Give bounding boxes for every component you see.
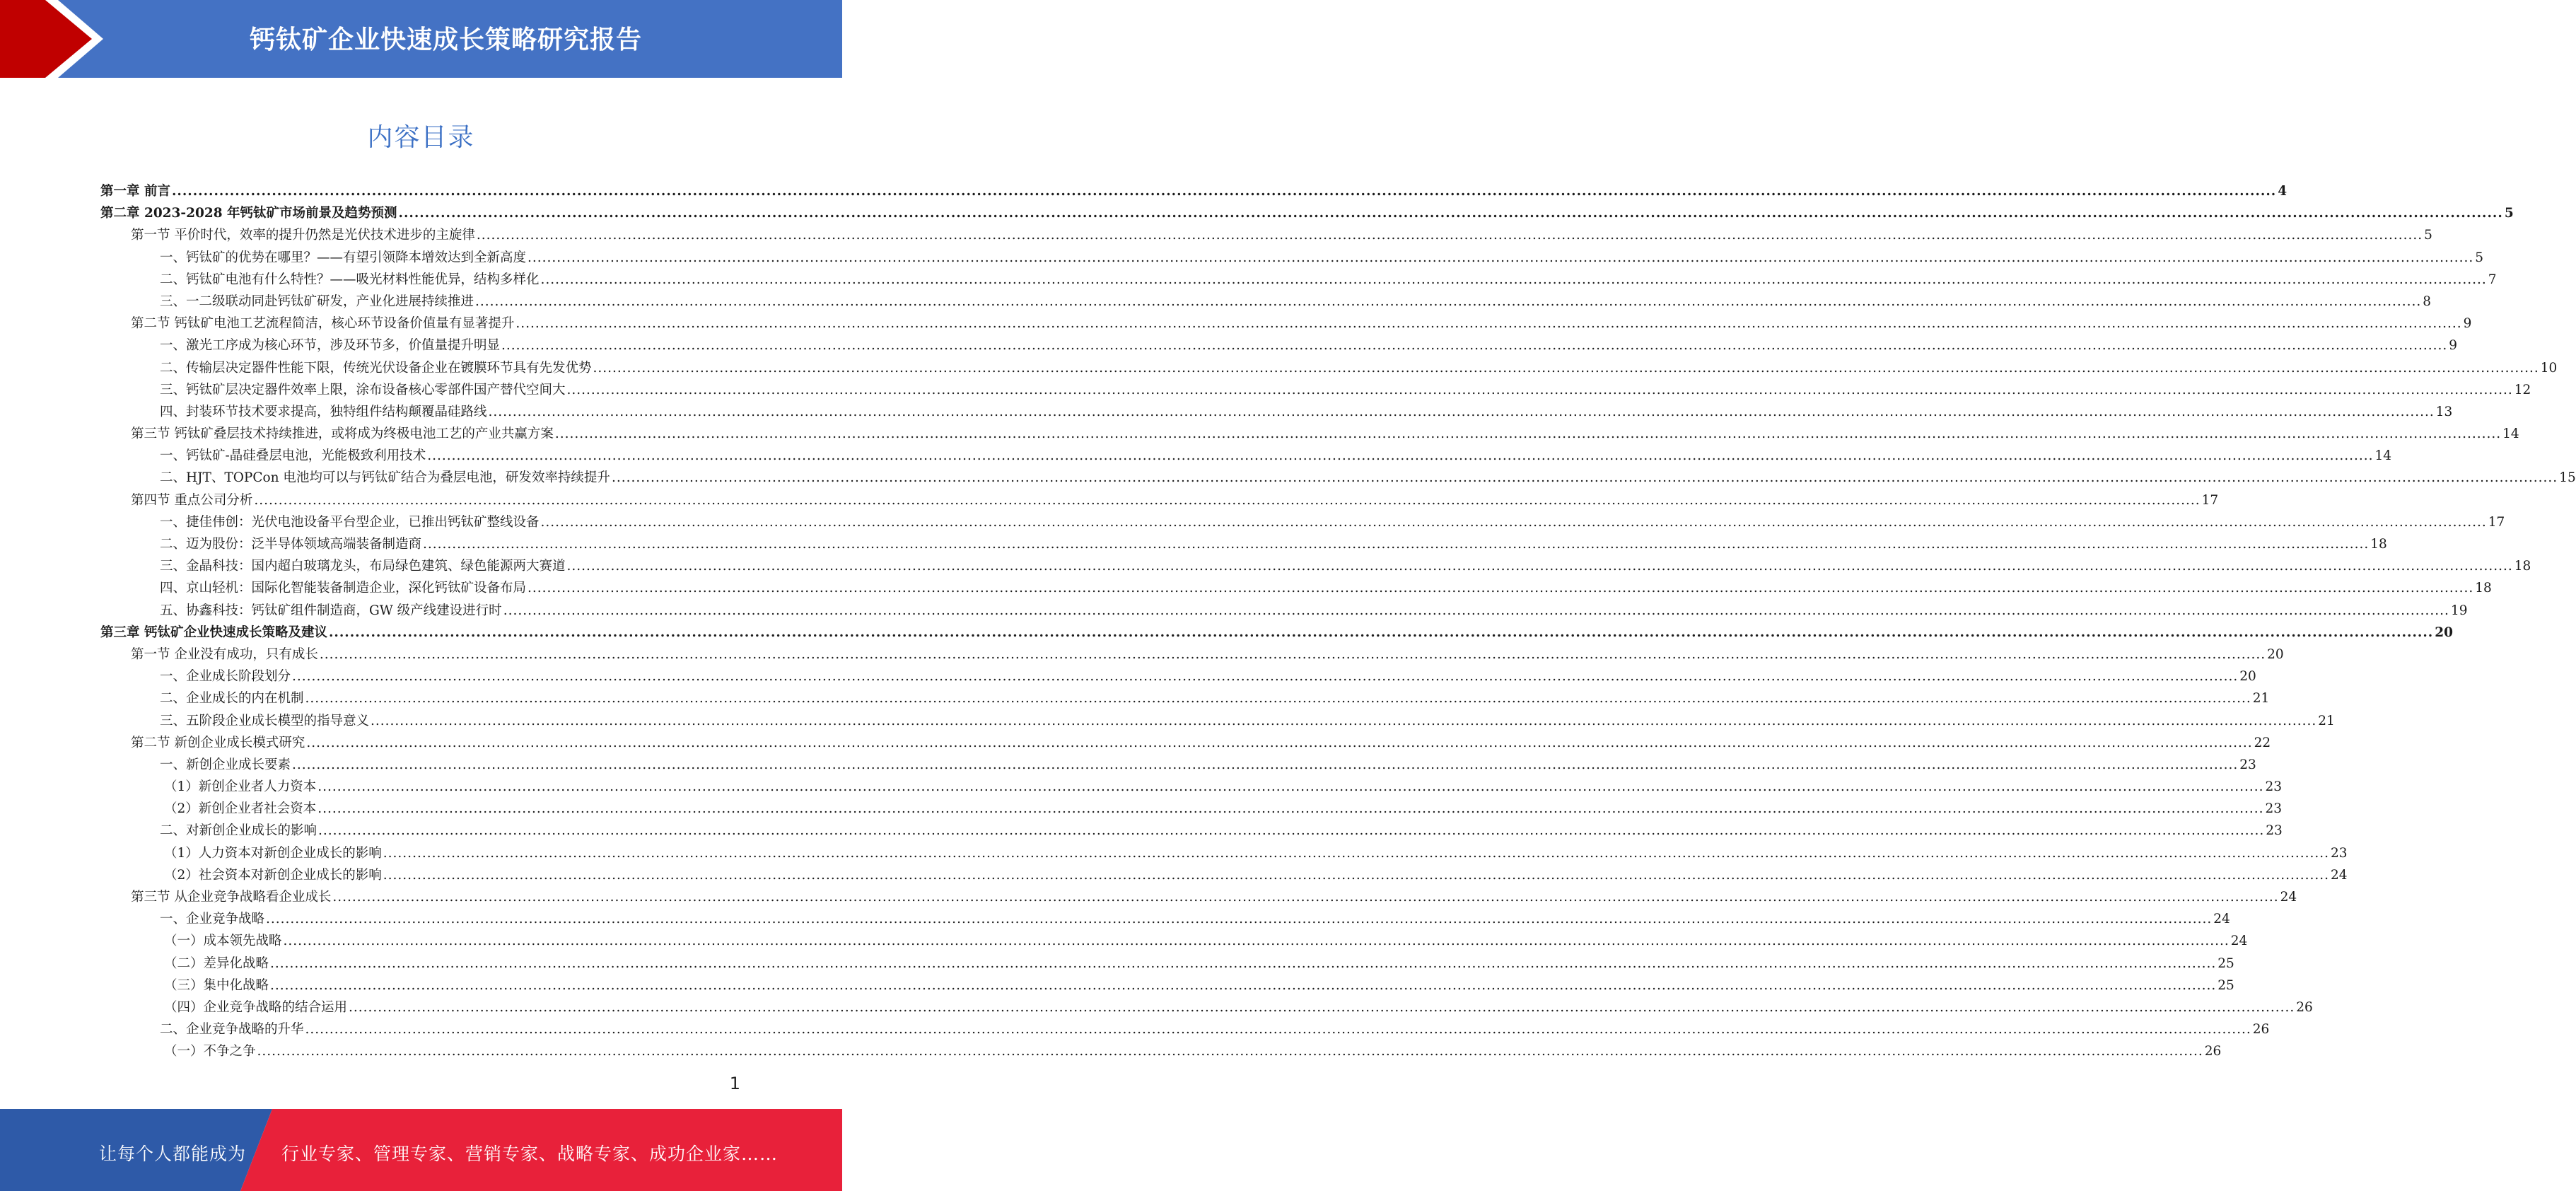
- toc-entry[interactable]: [100, 930, 2248, 952]
- toc-entry-label: 二、传输层决定器件性能下限，传统光伏设备企业在镀膜环节具有先发优势: [160, 360, 592, 376]
- toc-entry-page: 21: [2318, 713, 2335, 728]
- toc-entry[interactable]: [100, 291, 2432, 313]
- toc-entry[interactable]: [100, 622, 2453, 644]
- toc-entry-label: 三、钙钛矿层决定器件效率上限，涂布设备核心零部件国产替代空间大: [160, 382, 566, 397]
- footer-banner: [0, 1109, 842, 1191]
- toc-leader-dots: ................................................................................................................................................................................................................................................................................................................................................................................................................: [540, 514, 2487, 530]
- footer-slogan-left: 让每个人都能成为: [99, 1144, 247, 1164]
- toc-entry-label: 第四节 重点公司分析: [131, 492, 253, 508]
- toc-entry-label: 二、HJT、TOPCon 电池均可以与钙钛矿结合为叠层电池，研发效率持续提升: [160, 470, 610, 486]
- toc-leader-dots: ................................................................................................................................................................................................................................................................................................................................................................................................................: [266, 912, 2213, 927]
- toc-leader-dots: ................................................................................................................................................................................................................................................................................................................................................................................................................: [371, 713, 2317, 728]
- toc-entry[interactable]: [100, 555, 2531, 577]
- toc-entry-page: 7: [2488, 272, 2497, 287]
- toc-entry[interactable]: [100, 798, 2283, 820]
- page-number: 1: [729, 1074, 740, 1093]
- toc-leader-dots: ................................................................................................................................................................................................................................................................................................................................................................................................................: [317, 801, 2264, 817]
- toc-entry-page: 20: [2239, 669, 2256, 685]
- toc-entry-label: 第三节 钙钛矿叠层技术持续推进，或将成为终极电池工艺的产业共赢方案: [131, 426, 554, 442]
- toc-entry[interactable]: [100, 997, 2313, 1018]
- toc-leader-dots: ................................................................................................................................................................................................................................................................................................................................................................................................................: [292, 757, 2239, 772]
- toc-entry-page: 5: [2504, 206, 2514, 221]
- toc-leader-dots: ................................................................................................................................................................................................................................................................................................................................................................................................................: [540, 272, 2487, 287]
- toc-entry[interactable]: [100, 180, 2287, 202]
- toc-entry-page: 9: [2449, 338, 2458, 354]
- toc-entry[interactable]: [100, 1040, 2222, 1062]
- footer-slogan-right: 行业专家、管理专家、营销专家、战略专家、成功企业家……: [281, 1144, 779, 1164]
- toc-entry-label: 一、捷佳伟创：光伏电池设备平台型企业，已推出钙钛矿整线设备: [160, 514, 540, 530]
- toc-entry-label: 第三节 从企业竞争战略看企业成长: [131, 890, 332, 905]
- toc-entry-label: 二、对新创企业成长的影响: [160, 823, 317, 839]
- toc-entry-label: （1）新创企业者人力资本: [164, 779, 317, 795]
- toc-leader-dots: ................................................................................................................................................................................................................................................................................................................................................................................................................: [383, 845, 2330, 861]
- toc-entry-page: 5: [2424, 228, 2432, 243]
- toc-entry-label: 三、金晶科技：国内超白玻璃龙头，布局绿色建筑、绿色能源两大赛道: [160, 559, 566, 574]
- toc-entry-page: 24: [2280, 890, 2297, 905]
- toc-entry-label: 第一章 前言: [100, 184, 170, 199]
- toc-entry[interactable]: [100, 666, 2256, 687]
- toc-entry-label: 一、钙钛矿的优势在哪里？——有望引领降本增效达到全新高度: [160, 250, 527, 265]
- toc-entry[interactable]: [100, 732, 2271, 754]
- toc-entry[interactable]: [100, 533, 2387, 555]
- toc-entry-label: 第一节 企业没有成功，只有成长: [131, 646, 318, 662]
- toc-entry-label: 一、企业竞争战略: [160, 912, 265, 927]
- toc-entry[interactable]: [100, 842, 2348, 864]
- toc-entry-page: 5: [2475, 250, 2484, 265]
- toc-leader-dots: ................................................................................................................................................................................................................................................................................................................................................................................................................: [317, 779, 2264, 795]
- toc-entry[interactable]: [100, 820, 2283, 842]
- toc-leader-dots: ................................................................................................................................................................................................................................................................................................................................................................................................................: [349, 999, 2295, 1015]
- toc-entry-page: 9: [2463, 316, 2472, 332]
- toc-entry-page: 18: [2475, 581, 2492, 596]
- toc-leader-dots: ................................................................................................................................................................................................................................................................................................................................................................................................................: [270, 977, 2217, 993]
- toc-entry[interactable]: [100, 313, 2472, 335]
- toc-leader-dots: ................................................................................................................................................................................................................................................................................................................................................................................................................: [423, 537, 2370, 552]
- toc-leader-dots: ................................................................................................................................................................................................................................................................................................................................................................................................................: [566, 559, 2513, 574]
- toc-entry-page: 14: [2374, 448, 2392, 464]
- toc-leader-dots: ................................................................................................................................................................................................................................................................................................................................................................................................................: [283, 934, 2230, 949]
- toc-entry[interactable]: [100, 886, 2297, 908]
- toc-entry-label: （2）新创企业者社会资本: [164, 801, 317, 817]
- toc-entry[interactable]: [100, 467, 2576, 489]
- toc-entry-page: 24: [2230, 934, 2248, 949]
- toc-leader-dots: ................................................................................................................................................................................................................................................................................................................................................................................................................: [554, 426, 2502, 442]
- toc-entry[interactable]: [100, 754, 2256, 776]
- toc-entry[interactable]: [100, 224, 2432, 246]
- report-title: 钙钛矿企业快速成长策略研究报告: [249, 25, 642, 54]
- toc-entry[interactable]: [100, 511, 2505, 533]
- toc-entry[interactable]: [100, 687, 2270, 709]
- toc-entry-page: 23: [2265, 779, 2283, 795]
- toc-leader-dots: ................................................................................................................................................................................................................................................................................................................................................................................................................: [503, 603, 2449, 618]
- toc-leader-dots: ................................................................................................................................................................................................................................................................................................................................................................................................................: [566, 382, 2513, 397]
- toc-leader-dots: ................................................................................................................................................................................................................................................................................................................................................................................................................: [292, 669, 2239, 685]
- toc-entry[interactable]: [100, 379, 2531, 401]
- toc-leader-dots: ................................................................................................................................................................................................................................................................................................................................................................................................................: [383, 867, 2330, 883]
- toc-entry[interactable]: [100, 423, 2519, 445]
- toc-entry-page: 4: [2278, 184, 2287, 199]
- toc-entry[interactable]: [100, 247, 2484, 269]
- toc-entry-page: 23: [2331, 845, 2348, 861]
- toc-heading: 内容目录: [367, 123, 475, 152]
- toc-entry-label: （二）差异化战略: [164, 955, 269, 971]
- toc-entry-page: 20: [2435, 624, 2453, 640]
- toc-entry-label: 一、激光工序成为核心环节，涉及环节多，价值量提升明显: [160, 338, 501, 354]
- toc-entry-label: 一、企业成长阶段划分: [160, 669, 291, 685]
- toc-entry-page: 15: [2559, 470, 2576, 486]
- toc-entry[interactable]: [100, 269, 2497, 291]
- toc-entry-page: 18: [2514, 559, 2531, 574]
- toc-entry-page: 25: [2217, 955, 2234, 971]
- toc-leader-dots: ................................................................................................................................................................................................................................................................................................................................................................................................................: [476, 228, 2423, 243]
- toc-entry-page: 17: [2488, 514, 2505, 530]
- toc-entry-label: 二、企业成长的内在机制: [160, 691, 304, 707]
- toc-entry-page: 20: [2267, 646, 2284, 662]
- toc-leader-dots: ................................................................................................................................................................................................................................................................................................................................................................................................................: [305, 1022, 2251, 1038]
- toc-leader-dots: ................................................................................................................................................................................................................................................................................................................................................................................................................: [328, 624, 2434, 640]
- toc-entry-page: 19: [2450, 603, 2468, 618]
- toc-entry-label: 第二章 2023-2028 年钙钛矿市场前景及趋势预测: [100, 206, 397, 221]
- toc-entry-page: 21: [2252, 691, 2270, 707]
- toc-entry-label: 五、协鑫科技：钙钛矿组件制造商，GW 级产线建设进行时: [160, 603, 502, 618]
- toc-leader-dots: ................................................................................................................................................................................................................................................................................................................................................................................................................: [593, 360, 2539, 376]
- toc-entry-page: 23: [2265, 801, 2283, 817]
- toc-entry[interactable]: [100, 577, 2492, 599]
- toc-leader-dots: ................................................................................................................................................................................................................................................................................................................................................................................................................: [528, 250, 2474, 265]
- toc-leader-dots: ................................................................................................................................................................................................................................................................................................................................................................................................................: [254, 492, 2201, 508]
- toc-entry-page: 8: [2423, 294, 2432, 309]
- toc-entry-label: （一）不争之争: [164, 1044, 256, 1059]
- header-arrow-graphic: [0, 0, 113, 78]
- toc-entry-label: 第二节 新创企业成长模式研究: [131, 735, 305, 750]
- toc-leader-dots: ................................................................................................................................................................................................................................................................................................................................................................................................................: [515, 316, 2462, 332]
- toc-entry-label: （三）集中化战略: [164, 977, 269, 993]
- header-banner: [0, 0, 842, 78]
- toc-entry-label: 四、京山轻机：国际化智能装备制造企业，深化钙钛矿设备布局: [160, 581, 527, 596]
- toc-entry-page: 26: [2204, 1044, 2222, 1059]
- toc-entry-label: （2）社会资本对新创企业成长的影响: [164, 867, 382, 883]
- toc-entry-page: 18: [2370, 537, 2387, 552]
- toc-entry-label: 三、一二级联动同赴钙钛矿研发，产业化进展持续推进: [160, 294, 474, 309]
- toc-entry-label: 第三章 钙钛矿企业快速成长策略及建议: [100, 624, 327, 640]
- toc-entry-label: 二、迈为股份：泛半导体领域高端装备制造商: [160, 537, 422, 552]
- toc-entry-page: 23: [2239, 757, 2256, 772]
- toc-entry-page: 24: [2331, 867, 2348, 883]
- toc-leader-dots: ................................................................................................................................................................................................................................................................................................................................................................................................................: [427, 448, 2374, 464]
- toc-entry-page: 10: [2540, 360, 2558, 376]
- toc-entry-page: 26: [2296, 999, 2313, 1015]
- toc-entry-page: 14: [2502, 426, 2519, 442]
- toc-entry-label: 一、钙钛矿-晶硅叠层电池，光能极致利用技术: [160, 448, 426, 464]
- toc-entry-label: 三、五阶段企业成长模型的指导意义: [160, 713, 370, 728]
- toc-leader-dots: ................................................................................................................................................................................................................................................................................................................................................................................................................: [528, 581, 2474, 596]
- toc-leader-dots: ................................................................................................................................................................................................................................................................................................................................................................................................................: [306, 735, 2253, 750]
- toc-entry-page: 26: [2252, 1022, 2270, 1038]
- toc-leader-dots: ................................................................................................................................................................................................................................................................................................................................................................................................................: [270, 955, 2217, 971]
- toc-entry-label: 四、封装环节技术要求提高，独特组件结构颠覆晶硅路线: [160, 404, 487, 419]
- toc-entry-label: （一）成本领先战略: [164, 934, 282, 949]
- toc-leader-dots: ................................................................................................................................................................................................................................................................................................................................................................................................................: [257, 1044, 2203, 1059]
- toc-entry[interactable]: [100, 953, 2234, 975]
- toc-entry-page: 22: [2254, 735, 2271, 750]
- toc-entry-label: 一、新创企业成长要素: [160, 757, 291, 772]
- toc-leader-dots: ................................................................................................................................................................................................................................................................................................................................................................................................................: [171, 184, 2277, 199]
- toc-entry-label: 第二节 钙钛矿电池工艺流程简洁，核心环节设备价值量有显著提升: [131, 316, 515, 332]
- toc-entry-label: 二、企业竞争战略的升华: [160, 1022, 304, 1038]
- toc-entry-page: 25: [2217, 977, 2234, 993]
- toc-entry-page: 12: [2514, 382, 2531, 397]
- toc-entry[interactable]: [100, 202, 2514, 224]
- toc-entry[interactable]: [100, 644, 2284, 666]
- toc-leader-dots: ................................................................................................................................................................................................................................................................................................................................................................................................................: [305, 691, 2251, 707]
- toc-leader-dots: ................................................................................................................................................................................................................................................................................................................................................................................................................: [318, 823, 2265, 839]
- toc-entry-page: 24: [2213, 912, 2230, 927]
- table-of-contents: [100, 180, 2576, 1063]
- toc-entry[interactable]: [100, 335, 2458, 356]
- toc-leader-dots: ................................................................................................................................................................................................................................................................................................................................................................................................................: [501, 338, 2448, 354]
- toc-leader-dots: ................................................................................................................................................................................................................................................................................................................................................................................................................: [488, 404, 2435, 419]
- toc-entry[interactable]: [100, 975, 2234, 997]
- toc-entry-page: 13: [2435, 404, 2453, 419]
- toc-entry[interactable]: [100, 776, 2283, 798]
- toc-entry[interactable]: [100, 489, 2219, 511]
- toc-entry[interactable]: [100, 864, 2348, 886]
- toc-entry-label: （1）人力资本对新创企业成长的影响: [164, 845, 382, 861]
- toc-leader-dots: ................................................................................................................................................................................................................................................................................................................................................................................................................: [398, 206, 2503, 221]
- toc-entry[interactable]: [100, 357, 2558, 379]
- toc-entry-label: （四）企业竞争战略的结合运用: [164, 999, 348, 1015]
- toc-entry-page: 23: [2266, 823, 2283, 839]
- toc-leader-dots: ................................................................................................................................................................................................................................................................................................................................................................................................................: [319, 646, 2266, 662]
- toc-leader-dots: ................................................................................................................................................................................................................................................................................................................................................................................................................: [332, 890, 2279, 905]
- toc-entry[interactable]: [100, 908, 2230, 930]
- toc-entry[interactable]: [100, 600, 2468, 622]
- toc-entry-label: 第一节 平价时代，效率的提升仍然是光伏技术进步的主旋律: [131, 228, 475, 243]
- toc-entry[interactable]: [100, 401, 2453, 423]
- toc-entry[interactable]: [100, 1018, 2270, 1040]
- toc-entry[interactable]: [100, 710, 2335, 732]
- toc-entry[interactable]: [100, 445, 2392, 467]
- toc-leader-dots: ................................................................................................................................................................................................................................................................................................................................................................................................................: [611, 470, 2558, 486]
- toc-entry-page: 17: [2201, 492, 2219, 508]
- toc-leader-dots: ................................................................................................................................................................................................................................................................................................................................................................................................................: [475, 294, 2422, 309]
- toc-entry-label: 二、钙钛矿电池有什么特性？——吸光材料性能优异，结构多样化: [160, 272, 540, 287]
